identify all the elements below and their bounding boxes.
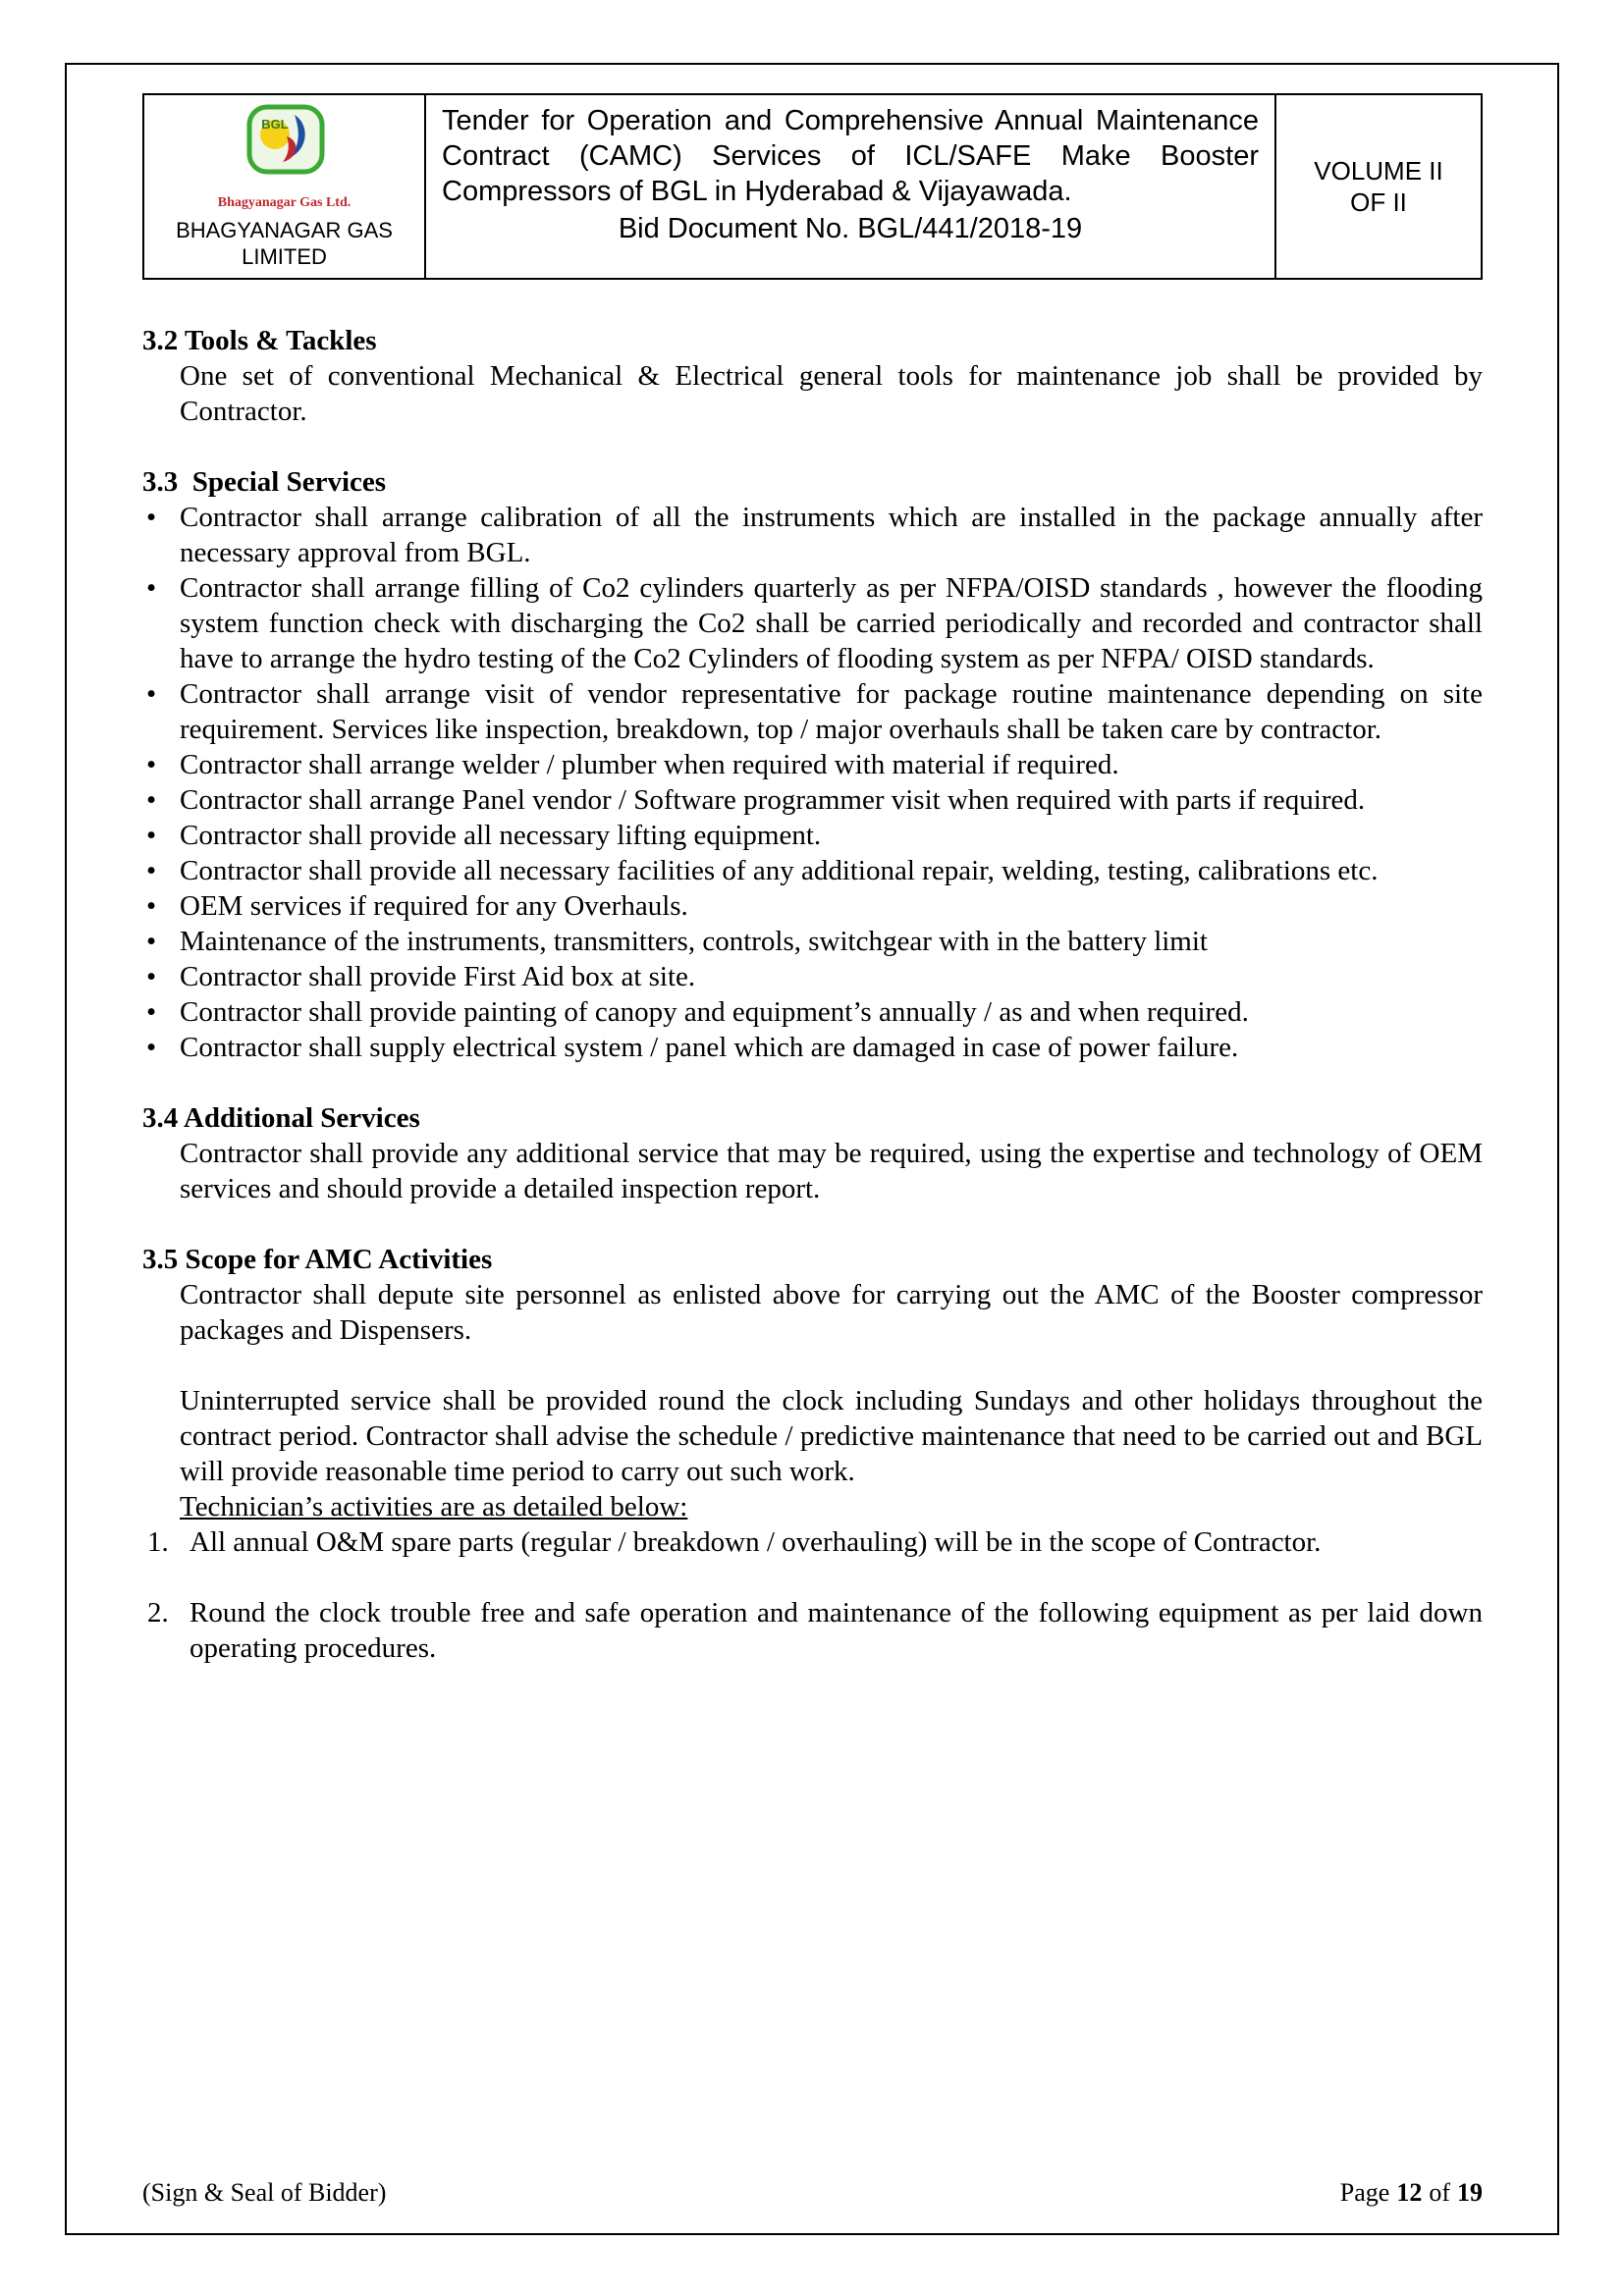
paragraph: Uninterrupted service shall be provided round the clock including Sundays and other holidays throughout the contract period. Contractor shall advise the schedule / predictive maintenance that need to be carried out and BGL will provide reasonable time period to carry out such work. <box>180 1385 1483 1487</box>
bullet-marker <box>142 959 180 994</box>
list-item <box>142 959 1483 994</box>
page-total: 19 <box>1457 2178 1483 2207</box>
bullet-marker <box>142 500 180 570</box>
section-3-4 <box>142 1100 1483 1206</box>
sign-seal-label: (Sign & Seal of Bidder) <box>142 2178 387 2207</box>
bullet-text: Contractor shall provide painting of canopy and equipment’s annually / as and when required. <box>180 996 1249 1028</box>
numbered-item <box>142 1524 1483 1560</box>
list-item <box>142 853 1483 888</box>
bullet-marker <box>142 888 180 924</box>
bullet-text: OEM services if required for any Overhauls. <box>180 890 688 922</box>
bullet-text: Contractor shall arrange visit of vendor representative for package routine maintenance depending on site requirement. Services like inspection, breakdown, top / major overhauls shall be taken care by contractor. <box>180 678 1483 745</box>
volume-cell <box>1276 95 1481 278</box>
org-name-line1: BHAGYANAGAR GAS <box>176 218 393 242</box>
logo-caption: Bhagyanagar Gas Ltd. <box>217 195 352 210</box>
bullet-marker <box>142 570 180 676</box>
bullet-marker <box>142 818 180 853</box>
item-text: Round the clock trouble free and safe operation and maintenance of the following equipment as per laid down operating procedures. <box>189 1597 1483 1664</box>
section-3-2 <box>142 323 1483 429</box>
list-item <box>142 994 1483 1030</box>
section-heading: 3.5 Scope for AMC Activities <box>142 1244 493 1275</box>
technician-activities-label: Technician’s activities are as detailed below: <box>180 1491 688 1522</box>
bullet-text: Contractor shall provide First Aid box at site. <box>180 961 696 992</box>
bullet-text: Contractor shall provide all necessary lifting equipment. <box>180 820 822 851</box>
list-item <box>142 818 1483 853</box>
paragraph: Contractor shall provide any additional service that may be required, using the expertise and technology of OEM services and should provide a detailed inspection report. <box>180 1138 1483 1204</box>
numbered-item <box>142 1595 1483 1666</box>
bullet-marker <box>142 676 180 747</box>
bullet-text: Contractor shall supply electrical system / panel which are damaged in case of power failure. <box>180 1032 1239 1063</box>
bullet-marker <box>142 853 180 888</box>
title-cell <box>426 95 1276 278</box>
paragraph: One set of conventional Mechanical & Electrical general tools for maintenance job shall be provided by Contractor. <box>180 360 1483 427</box>
list-item <box>142 1030 1483 1065</box>
document-header <box>142 93 1483 280</box>
bullet-text: Contractor shall arrange filling of Co2 cylinders quarterly as per NFPA/OISD standards , however the flooding system function check with discharging the Co2 shall be carried periodically and recorded and contractor shall have to arrange the hydro testing of the Co2 Cylinders of flooding system as per NFPA/ OISD standards. <box>180 572 1483 674</box>
page-word: Page <box>1339 2178 1390 2207</box>
section-heading: 3.4 Additional Services <box>142 1102 420 1134</box>
page-number <box>1340 2177 1483 2209</box>
list-item <box>142 924 1483 959</box>
paragraph: Contractor shall depute site personnel as enlisted above for carrying out the AMC of the Booster compressor packages and Dispensers. <box>180 1279 1483 1346</box>
bullet-marker <box>142 782 180 818</box>
bullet-text: Contractor shall arrange calibration of all the instruments which are installed in the package annually after necessary approval from BGL. <box>180 502 1483 568</box>
item-text: All annual O&M spare parts (regular / breakdown / overhauling) will be in the scope of Contractor. <box>189 1526 1322 1558</box>
list-item <box>142 570 1483 676</box>
section-heading: 3.2 Tools & Tackles <box>142 325 377 356</box>
section-heading: 3.3 Special Services <box>142 466 387 498</box>
list-item <box>142 888 1483 924</box>
list-item <box>142 782 1483 818</box>
item-number: 1. <box>147 1526 169 1558</box>
list-item <box>142 676 1483 747</box>
bullet-marker <box>142 924 180 959</box>
list-item <box>142 747 1483 782</box>
document-title: Tender for Operation and Comprehensive Annual Maintenance Contract (CAMC) Services of ICL/SAFE Make Booster Compressors of BGL in Hyderabad & Vijayawada. <box>442 105 1259 207</box>
item-number: 2. <box>147 1597 169 1629</box>
section-3-5 <box>142 1242 1483 1666</box>
page-current: 12 <box>1396 2178 1423 2207</box>
bullet-marker <box>142 1030 180 1065</box>
list-item <box>142 500 1483 570</box>
volume-line2: OF II <box>1350 187 1407 217</box>
bullet-marker <box>142 994 180 1030</box>
page-footer <box>142 2177 1483 2209</box>
org-name <box>176 217 393 270</box>
logo-cell <box>144 95 426 278</box>
bullet-text: Contractor shall arrange Panel vendor / Software programmer visit when required with parts if required. <box>180 784 1366 816</box>
page-content <box>142 93 1483 1666</box>
bgl-logo-icon <box>230 103 340 197</box>
section-3-3 <box>142 464 1483 1065</box>
logo-text: BGL <box>260 117 289 132</box>
volume-line1: VOLUME II <box>1314 156 1443 186</box>
bullet-text: Contractor shall arrange welder / plumber when required with material if required. <box>180 749 1119 780</box>
bullet-text: Maintenance of the instruments, transmitters, controls, switchgear with in the battery limit <box>180 926 1208 957</box>
bullet-text: Contractor shall provide all necessary facilities of any additional repair, welding, testing, calibrations etc. <box>180 855 1379 886</box>
bid-document-number: Bid Document No. BGL/441/2018-19 <box>618 213 1083 244</box>
bullet-marker <box>142 747 180 782</box>
of-word: of <box>1429 2178 1450 2207</box>
org-name-line2: LIMITED <box>242 244 327 269</box>
